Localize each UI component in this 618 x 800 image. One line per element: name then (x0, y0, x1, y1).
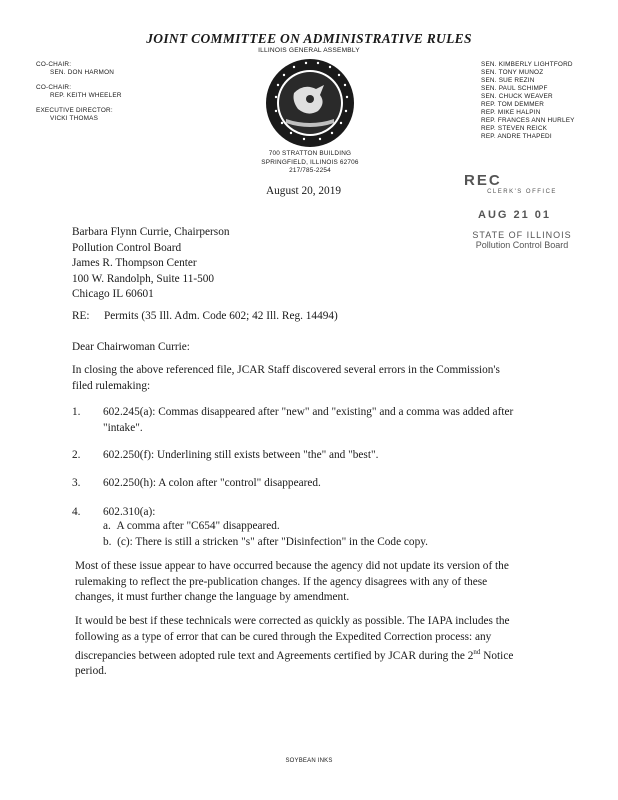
stamp-board: Pollution Control Board (475, 240, 569, 250)
role-name: VICKI THOMAS (50, 115, 99, 122)
member-name: SEN. PAUL SCHIMPF (481, 85, 548, 92)
text-line: 602.310(a): (103, 506, 156, 518)
error-number: 1. (72, 406, 81, 418)
subitem-text: (c): There is still a stricken "s" after "Disinfection" in the Code copy. (117, 535, 428, 548)
letter-date: August 20, 2019 (266, 185, 342, 197)
member-name: REP. STEVEN REICK (481, 125, 548, 132)
text-line: Most of these issue appear to have occurred because the agency did not update its version of the (75, 560, 509, 572)
text-line (75, 645, 513, 664)
received-stamp (452, 172, 592, 250)
stamp-date: AUG 21 01 (478, 209, 552, 221)
role-label: CO-CHAIR: (36, 84, 72, 91)
recipient-line: Pollution Control Board (72, 241, 182, 254)
text-line: changes, it must further change the language by amendment. (75, 591, 350, 603)
left-roles (36, 61, 122, 123)
error-item (103, 405, 513, 436)
member-name: REP. FRANCES ANN HURLEY (481, 117, 575, 124)
member-name: SEN. CHUCK WEAVER (481, 93, 553, 100)
committee-members (481, 61, 575, 141)
subitem-text: A comma after "C654" disappeared. (116, 520, 280, 532)
error-subitems (103, 519, 428, 550)
expedited-paragraph (75, 614, 513, 680)
text-line: 602.250(f): Underlining still exists between "the" and "best". (103, 449, 379, 461)
member-name: SEN. TONY MUNOZ (481, 69, 544, 76)
text-line: In closing the above referenced file, JCAR Staff discovered several errors in the Commission's (72, 364, 500, 376)
member-name: REP. TOM DEMMER (481, 101, 545, 108)
text-line: filed rulemaking: (72, 379, 151, 392)
member-name: REP. ANDRE THAPEDI (481, 133, 552, 140)
recipient-line: Chicago IL 60601 (72, 288, 154, 300)
member-name: REP. MIKE HALPIN (481, 109, 541, 116)
recipient-line: 100 W. Randolph, Suite 11-500 (72, 272, 215, 285)
subitem-label: a. (103, 520, 111, 532)
text-line: 602.245(a): Commas disappeared after "new" and "existing" and a comma was added after (103, 406, 514, 418)
recipient-address (72, 225, 230, 303)
re-label: RE: (72, 310, 90, 322)
text-fragment: Notice (480, 649, 514, 662)
error-item (103, 448, 378, 464)
intro-paragraph (72, 363, 500, 394)
member-name: SEN. SUE REZIN (481, 77, 535, 84)
explanation-paragraph (75, 559, 509, 606)
page-title: JOINT COMMITTEE ON ADMINISTRATIVE RULES (146, 31, 472, 46)
member-name: SEN. KIMBERLY LIGHTFORD (481, 61, 573, 68)
text-line: following as a type of error that can be cured through the Expedited Correction process: any (75, 630, 492, 643)
address-line: SPRINGFIELD, ILLINOIS 62706 (261, 158, 359, 166)
error-number: 3. (72, 477, 81, 489)
stamp-received: REC (464, 172, 502, 189)
role-label: CO-CHAIR: (36, 61, 72, 68)
address-line: 700 STRATTON BUILDING (268, 150, 352, 157)
text-line: period. (75, 665, 107, 678)
error-number: 2. (72, 449, 81, 461)
stamp-office: CLERK'S OFFICE (487, 189, 557, 195)
text-line: 602.250(h): A colon after "control" disappeared. (103, 477, 321, 489)
illinois-seal-icon (264, 57, 356, 149)
superscript: nd (473, 648, 481, 656)
stamp-state: STATE OF ILLINOIS (472, 230, 572, 240)
salutation: Dear Chairwoman Currie: (72, 341, 190, 353)
text-line: It would be best if these technicals were corrected as quickly as possible. The IAPA includes the (75, 615, 510, 627)
recipient-line: Barbara Flynn Currie, Chairperson (72, 226, 230, 238)
text-line: rulemaking to reflect the pre-publication changes. If the agency disagrees with any of these (75, 575, 488, 588)
text-line: "intake". (103, 421, 143, 434)
role-name: SEN. DON HARMON (50, 69, 115, 76)
committee-address (250, 150, 370, 176)
text-fragment: discrepancies between adopted rule text and Agreements certified by JCAR during the 2 (75, 649, 474, 662)
role-name: REP. KEITH WHEELER (50, 92, 122, 99)
address-line: 217/785-2254 (289, 167, 331, 174)
footer-note: SOYBEAN INKS (285, 758, 333, 764)
re-subject: Permits (35 Ill. Adm. Code 602; 42 Ill. Reg. 14494) (104, 310, 338, 322)
recipient-line: James R. Thompson Center (72, 257, 197, 269)
subitem-label: b. (103, 535, 112, 548)
header-subtitle: ILLINOIS GENERAL ASSEMBLY (258, 47, 360, 54)
error-item (103, 476, 321, 492)
error-number: 4. (72, 506, 81, 518)
role-label: EXECUTIVE DIRECTOR: (36, 107, 113, 114)
